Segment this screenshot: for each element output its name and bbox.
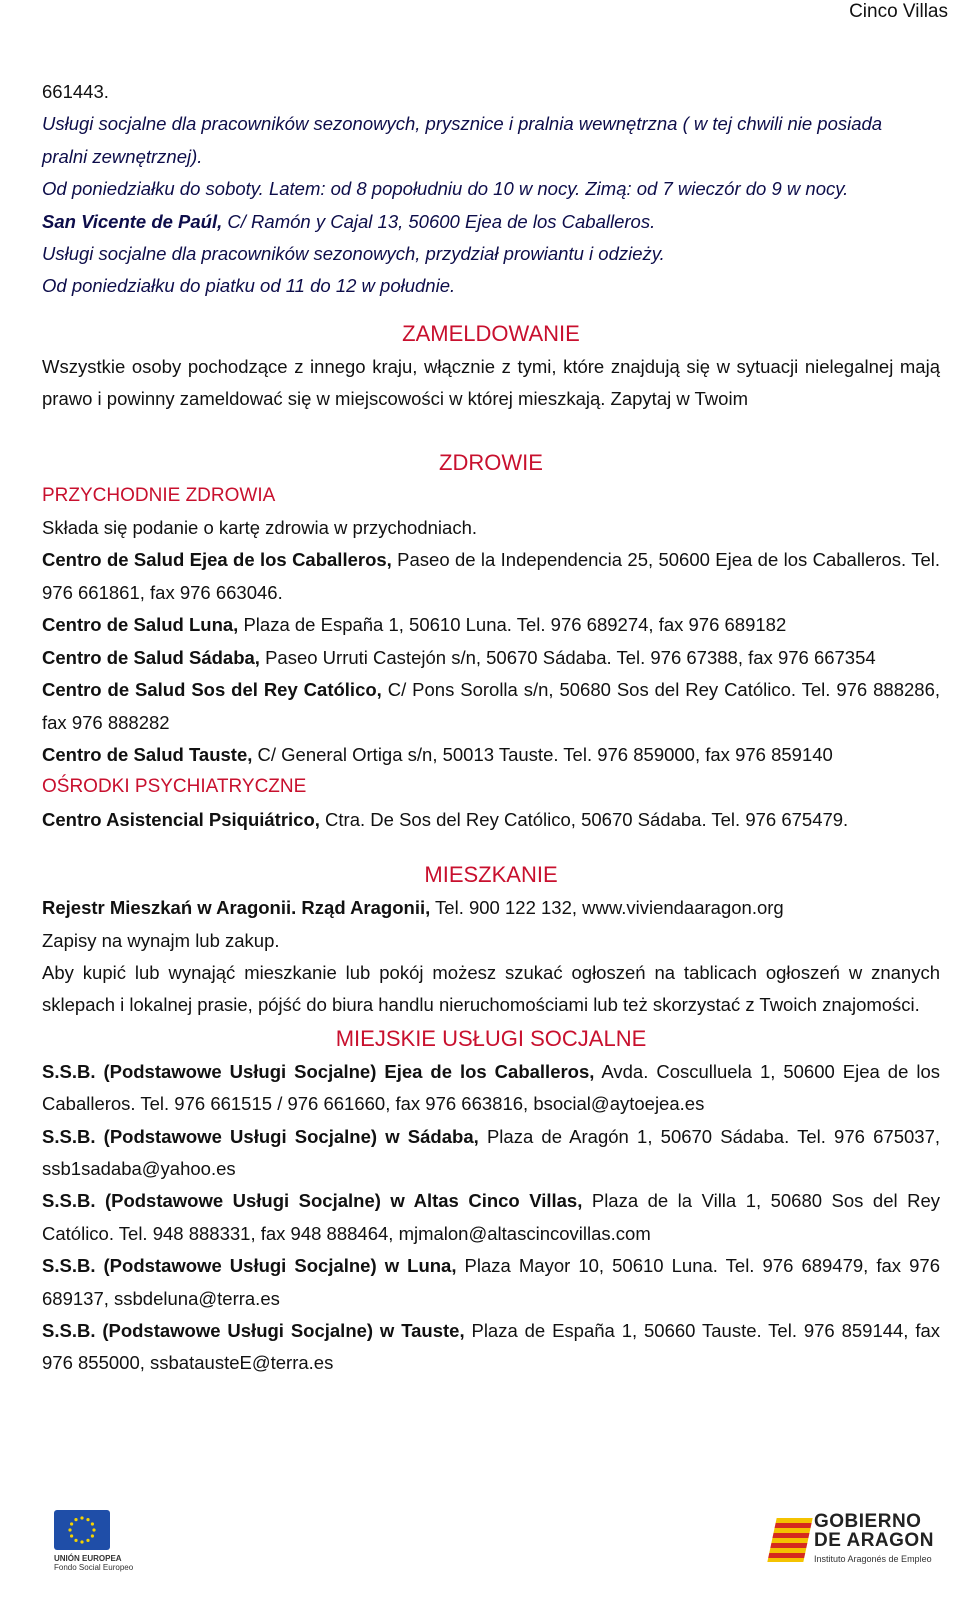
eu-logo-text	[54, 1554, 133, 1572]
intro-line-6: Usługi socjalne dla pracowników sezonowych, przydział prowiantu i odzieży.	[42, 243, 665, 265]
health-center-sos	[42, 674, 940, 739]
social-service-luna	[42, 1250, 940, 1315]
aragon-logo-text	[814, 1512, 934, 1550]
zdrowie-intro: Składa się podanie o kartę zdrowia w przychodniach.	[42, 517, 477, 539]
aragon-flag-icon	[767, 1518, 812, 1562]
social-service-sadaba-details: Plaza de Aragón 1, 50670 Sádaba. Tel. 976 675037, ssb1sadaba@yahoo.es	[42, 1125, 940, 1179]
housing-registry	[42, 892, 940, 924]
eu-logo-line-2: Fondo Social Europeo	[54, 1563, 134, 1572]
health-center-tauste-details: C/ General Ortiga s/n, 50013 Tauste. Tel. 976 859000, fax 976 859140	[252, 743, 833, 765]
health-center-sadaba	[42, 642, 940, 674]
section-title-mieszkanie: MIESZKANIE	[424, 862, 558, 888]
social-service-ejea-details: Avda. Cosculluela 1, 50600 Ejea de los Caballeros. Tel. 976 661515 / 976 661660, fax 976 663816, bsocial@aytoejea.es	[42, 1060, 940, 1115]
gobierno-aragon-logo	[772, 1512, 952, 1572]
eu-logo-line-1: UNIÓN EUROPEA	[54, 1554, 122, 1563]
intro-line-1: 661443.	[42, 81, 109, 102]
page-footer	[0, 1500, 960, 1598]
intro-line-2: Usługi socjalne dla pracowników sezonowych, prysznice i pralnia wewnętrzna ( w tej chwili nie posiada	[42, 113, 883, 135]
eu-flag-icon	[54, 1510, 110, 1550]
health-center-sadaba-name: Centro de Salud Sádaba,	[42, 646, 260, 668]
intro-line-7: Od poniedziałku do piatku od 11 do 12 w południe.	[42, 275, 456, 297]
health-center-ejea-details: Paseo de la Independencia 25, 50600 Ejea de los Caballeros. Tel. 976 661861, fax 976 663046.	[42, 549, 940, 603]
social-service-tauste	[42, 1315, 940, 1380]
housing-line-3: Aby kupić lub wynająć mieszkanie lub pokój możesz szukać ogłoszeń na tablicach ogłoszeń w znanych sklepach i lokalnej prasie, pójść do biura handlu nieruchomościami lub też skorzystać z Twoich znajomości.	[42, 961, 940, 1016]
psychiatric-center-details: Ctra. De Sos del Rey Católico, 50670 Sádaba. Tel. 976 675479.	[319, 808, 849, 830]
housing-registry-details: Tel. 900 122 132, www.viviendaaragon.org	[430, 897, 784, 919]
health-center-tauste-name: Centro de Salud Tauste,	[42, 743, 253, 765]
social-service-tauste-details: Plaza de España 1, 50660 Tauste. Tel. 976 859144, fax 976 855000, ssbatausteE@terra.es	[42, 1320, 940, 1374]
social-service-sadaba-name: S.S.B. (Podstawowe Usługi Socjalne) w Sádaba,	[42, 1125, 479, 1147]
housing-line-2: Zapisy na wynajm lub zakup.	[42, 929, 280, 951]
health-center-sos-name: Centro de Salud Sos del Rey Católico,	[42, 679, 382, 701]
social-service-ejea	[42, 1056, 940, 1121]
aragon-logo-line-2: DE ARAGON	[814, 1530, 934, 1551]
intro-line-3: pralni zewnętrznej).	[42, 145, 203, 167]
social-service-altas-details: Plaza de la Villa 1, 50680 Sos del Rey Católico. Tel. 948 888331, fax 948 888464, mjmalon@altascincovillas.com	[42, 1190, 940, 1244]
psychiatric-center-name: Centro Asistencial Psiquiátrico,	[42, 808, 320, 830]
intro-line-5-name: San Vicente de Paúl,	[42, 210, 223, 232]
section-title-zdrowie: ZDROWIE	[439, 449, 543, 475]
subsection-title-przychodnie: PRZYCHODNIE ZDROWIA	[42, 484, 276, 506]
eu-logo	[50, 1510, 140, 1580]
section-title-zameldowanie: ZAMELDOWANIE	[402, 320, 580, 346]
intro-line-5	[42, 206, 940, 238]
social-service-altas	[42, 1185, 940, 1250]
housing-registry-name: Rejestr Mieszkań w Aragonii. Rząd Aragonii,	[42, 897, 431, 919]
social-service-sadaba	[42, 1121, 940, 1186]
health-center-luna-name: Centro de Salud Luna,	[42, 614, 239, 636]
social-service-tauste-name: S.S.B. (Podstawowe Usługi Socjalne) w Tauste,	[42, 1320, 465, 1341]
health-center-sadaba-details: Paseo Urruti Castejón s/n, 50670 Sádaba. Tel. 976 67388, fax 976 667354	[259, 646, 876, 668]
psychiatric-center	[42, 804, 940, 836]
social-service-ejea-name: S.S.B. (Podstawowe Usługi Socjalne) Ejea de los Caballeros,	[42, 1060, 595, 1082]
page-header-title: Cinco Villas	[849, 1, 948, 22]
intro-line-4: Od poniedziałku do soboty. Latem: od 8 popołudniu do 10 w nocy. Zimą: od 7 wieczór do 9 w nocy.	[42, 178, 849, 200]
intro-line-5-address: C/ Ramón y Cajal 13, 50600 Ejea de los Caballeros.	[222, 210, 656, 232]
social-service-altas-name: S.S.B. (Podstawowe Usługi Socjalne) w Altas Cinco Villas,	[42, 1190, 583, 1212]
health-center-sos-details: C/ Pons Sorolla s/n, 50680 Sos del Rey Católico. Tel. 976 888286, fax 976 888282	[42, 679, 940, 733]
health-center-luna	[42, 609, 940, 641]
subsection-title-psychiatric: OŚRODKI PSYCHIATRYCZNE	[42, 776, 307, 798]
health-center-ejea-name: Centro de Salud Ejea de los Caballeros,	[42, 549, 392, 571]
social-service-luna-name: S.S.B. (Podstawowe Usługi Socjalne) w Luna,	[42, 1255, 457, 1277]
health-center-tauste	[42, 739, 940, 771]
social-service-luna-details: Plaza Mayor 10, 50610 Luna. Tel. 976 689479, fax 976 689137, ssbdeluna@terra.es	[42, 1255, 940, 1309]
health-center-ejea	[42, 544, 940, 609]
section-title-uslugi: MIEJSKIE USŁUGI SOCJALNE	[335, 1025, 647, 1051]
document-body	[42, 76, 940, 1380]
zameldowanie-text: Wszystkie osoby pochodzące z innego kraju, włącznie z tymi, które znajdują się w sytuacji nielegalnej mają prawo i powinny zameldować się w miejscowości w której mieszkają. Zapytaj w Twoim	[42, 355, 940, 410]
health-center-luna-details: Plaza de España 1, 50610 Luna. Tel. 976 689274, fax 976 689182	[238, 614, 787, 636]
aragon-logo-subtitle: Instituto Aragonés de Empleo	[814, 1554, 932, 1564]
aragon-logo-line-1: GOBIERNO	[814, 1511, 922, 1532]
